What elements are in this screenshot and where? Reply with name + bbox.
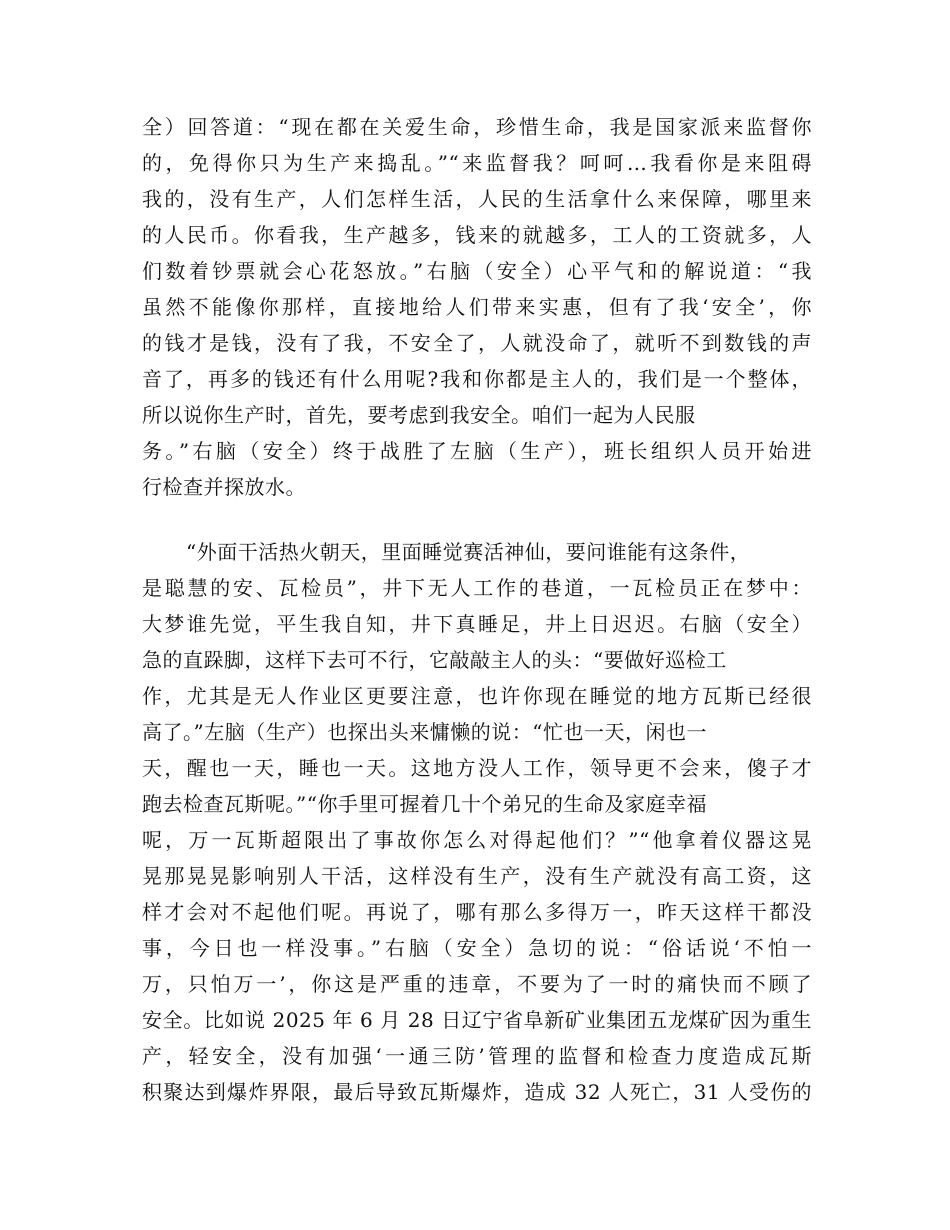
text-line: 晃那晃晃影响别人干活，这样没有生产，没有生产就没有高工资，这 [142,864,812,888]
text-line: 所以说你生产时，首先，要考虑到我安全。咱们一起为人民服 [142,403,696,427]
text-line: 的钱才是钱，没有了我，不安全了，人就没命了，就听不到数钱的声 [142,331,812,355]
text-line: 呢，万一瓦斯超限出了事故你怎么对得起他们？”“他拿着仪器这晃 [142,828,812,852]
text-line: 行检查并探放水。 [142,475,306,499]
text-line: 我的，没有生产，人们怎样生活，人民的生活拿什么来保障，哪里来 [142,187,812,211]
text-line: 事，今日也一样没事。”右脑（安全）急切的说：“俗话说‘不怕一 [142,936,812,960]
text-line: “外面干活热火朝天，里面睡觉赛活神仙，要问谁能有这条件， [186,540,751,564]
text-line: 是聪慧的安、瓦检员”，井下无人工作的巷道，一瓦检员正在梦中： [142,576,812,600]
text-line: 们数着钞票就会心花怒放。”右脑（安全）心平气和的解说道：“我 [142,259,812,283]
paragraph-1 [142,109,812,505]
text-line: 务。”右脑（安全）终于战胜了左脑（生产），班长组织人员开始进 [142,439,812,463]
text-line: 的人民币。你看我，生产越多，钱来的就越多，工人的工资就多，人 [142,223,812,247]
text-line: 万，只怕万一’，你这是严重的违章，不要为了一时的痛快而不顾了 [142,972,812,996]
text-line: 积聚达到爆炸界限，最后导致瓦斯爆炸，造成 32 人死亡，31 人受伤的 [142,1080,812,1104]
text-line: 大梦谁先觉，平生我自知，井下真睡足，井上日迟迟。右脑（安全） [142,612,812,636]
text-line: 天，醒也一天，睡也一天。这地方没人工作，领导更不会来，傻子才 [142,756,812,780]
text-line: 样才会对不起他们呢。再说了，哪有那么多得万一，昨天这样干都没 [142,900,812,924]
text-line: 作，尤其是无人作业区更要注意，也许你现在睡觉的地方瓦斯已经很 [142,684,812,708]
text-line: 产，轻安全，没有加强‘一通三防’管理的监督和检查力度造成瓦斯 [142,1044,812,1068]
text-line: 虽然不能像你那样，直接地给人们带来实惠，但有了我‘安全’，你 [142,295,812,319]
text-line: 的，免得你只为生产来捣乱。”“来监督我？呵呵…我看你是来阻碍 [142,151,812,175]
text-line: 安全。比如说 2025 年 6 月 28 日辽宁省阜新矿业集团五龙煤矿因为重生 [142,1008,812,1032]
paragraph-2 [142,534,812,1110]
text-line: 急的直跺脚，这样下去可不行，它敲敲主人的头：“要做好巡检工 [142,648,727,672]
text-line: 全）回答道：“现在都在关爱生命，珍惜生命，我是国家派来监督你 [142,115,812,139]
text-line: 音了，再多的钱还有什么用呢?我和你都是主人的，我们是一个整体， [142,367,812,391]
text-line: 跑去检查瓦斯呢。”“你手里可握着几十个弟兄的生命及家庭幸福 [142,792,707,816]
text-line: 高了。”左脑（生产）也探出头来慵懒的说：“忙也一天，闲也一 [142,720,707,744]
